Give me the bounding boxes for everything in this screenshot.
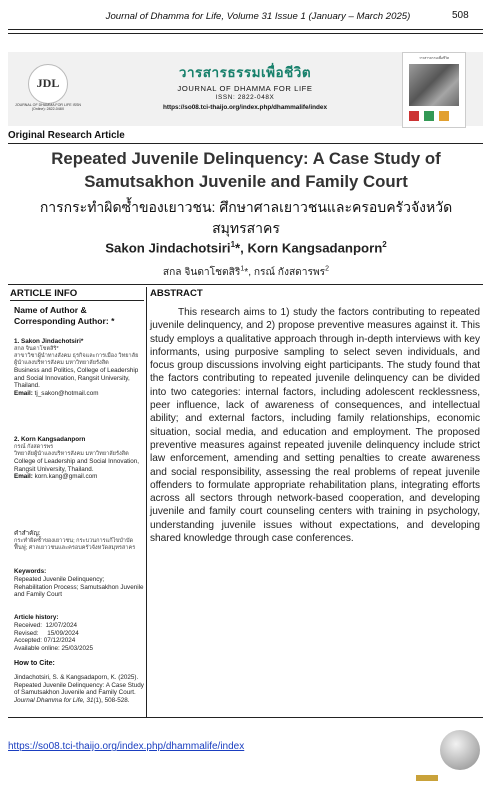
cover-image [409, 64, 459, 106]
article-info-rule [10, 300, 144, 301]
author-1-email[interactable]: tj_sakon@hotmail.com [34, 390, 99, 398]
journal-english-name: JOURNAL OF DHAMMA FOR LIFE [177, 84, 313, 93]
citation [14, 674, 144, 705]
column-divider [146, 287, 147, 717]
cover-logos [409, 111, 459, 121]
journal-thai-title: วารสารธรรมเพื่อชีวิต [178, 65, 312, 80]
author-1-block [14, 338, 144, 398]
author-2-sup: 2 [382, 240, 387, 249]
citation-end: (1), 508-528. [93, 697, 130, 705]
thai-keywords-block [14, 530, 144, 552]
journal-logo [28, 64, 68, 104]
author-2-label: 2. Korn Kangsadanporn [14, 436, 86, 443]
logo-text: JDL [36, 76, 60, 90]
citation-journal: Journal Dhamma for Life, 31 [14, 697, 94, 705]
author-1-affil: Business and Politics, College of Leadership and Social Innovation, Rangsit University, Thailand. [14, 366, 139, 390]
body-bottom-rule [8, 717, 483, 718]
footer-mark [416, 775, 438, 782]
citation-text: Jindachotsiri, S. & Kangsadaporn, K. (2025). Repeated Juvenile Delinquency: A Case Study of Samutsakhon Juvenile and Family Court. [14, 673, 144, 697]
revised-date: Revised: 15/09/2024 [14, 629, 79, 637]
title-rule [8, 143, 483, 144]
keywords-block [14, 568, 144, 599]
author-2-name: *, Korn Kangsadanporn [235, 240, 383, 256]
header-rule-2 [8, 33, 483, 34]
abstract-heading: ABSTRACT [150, 288, 203, 299]
accepted-date: Accepted: 07/12/2024 [14, 637, 76, 645]
abstract-text [150, 306, 480, 545]
keywords: Repeated Juvenile Delinquency; Rehabilitation Process; Samutsakhon Juvenile and Family Court [14, 575, 144, 599]
body-top-rule [8, 284, 483, 285]
author-1-thai-name: สกล จินดาโชตสิริ* [14, 345, 59, 352]
how-to-cite-block [14, 660, 144, 705]
how-to-cite-label: How to Cite: [14, 660, 55, 667]
author-2-email-line: Email: korn.kang@gmail.com [14, 473, 98, 481]
abstract-body: This research aims to 1) study the factors contributing to repeated juvenile delinquency, and 2) propose preventive measures against it. This study employs a qualitative approach through in-depth interviews with key informants, using purposive sampling to select seven individuals, and focus group discussions involving eight participants. The study found that the factors contributing to repeated juvenile delinquency can be divided into two categories: internal factors, including adolescent recklessness, peer influence, lack of awareness of consequences, and intellectual ability; and external factors, including family relationships, economic situation, social media, and education and employment. The proposed preventive measures against repeated juvenile delinquency include strict law enforcement, amending and setting penalties to create awareness and social responsibility, assessing the real problems of repeat juvenile offenders to formulate appropriate rehabilitation plans, integrating efforts across all sectors through network-based cooperation, and developing juvenile and family court counseling centers with training in psychology, understanding juvenile issues without expectations, and developing shared knowledge through case conferences. [150, 307, 480, 545]
article-history-block [14, 614, 144, 653]
article-info-heading: ARTICLE INFO [10, 288, 78, 299]
running-header: Journal of Dhamma for Life, Volume 31 Issue 1 (January – March 2025) [105, 11, 411, 22]
article-type: Original Research Article [8, 130, 125, 141]
publisher-logo-icon [416, 775, 438, 781]
page-number: 508 [452, 10, 469, 21]
logo-caption: JOURNAL OF DHAMMA FOR LIFE ISSN (Online): 2822-048X [15, 103, 81, 112]
thai-keywords: กระทำผิดซ้ำของเยาวชน; กระบวนการแก้ไขบำบัดฟื้นฟู; ศาลเยาวชนและครอบครัวจังหวัดสมุทรสาคร [14, 537, 136, 551]
header-rule [8, 29, 483, 30]
author-1-thai-affil: สาขาวิชาผู้นำทางสังคม ธุรกิจและการเมือง วิทยาลัยผู้นำแลงบริหารสังคม มหาวิทยาลัยรังสิต [14, 352, 139, 366]
author-1-name-thai: สกล จินดาโชตสิริ [162, 267, 241, 278]
author-2-thai-name: กรณ์ กังสดารพร [14, 443, 54, 450]
author-2-affil: College of Leadership and Social Innovation, Rangsit University, Thailand. [14, 457, 139, 473]
author-2-block [14, 436, 144, 481]
author-2-name-thai: *, กรณ์ กังสดารพร [244, 267, 326, 278]
author-names [20, 240, 472, 255]
journal-seal [440, 730, 480, 770]
author-1-email-line: Email: tj_sakon@hotmail.com [14, 390, 99, 398]
footer-link[interactable]: https://so08.tci-thaijo.org/index.php/dhammalife/index [8, 741, 245, 752]
author-1-name: Sakon Jindachotsiri [105, 240, 231, 256]
journal-issn: ISSN: 2822-048X [215, 94, 275, 101]
author-2-sup-thai: 2 [325, 265, 330, 273]
author-2-thai-affil: วิทยาลัยผู้นำแลงบริหารสังคม มหาวิทยาลัยรังสิต [14, 450, 129, 457]
author-1-sup: 1 [230, 240, 236, 249]
online-date: Available online: 25/03/2025 [14, 645, 94, 653]
cover-title: วารสารธรรมเพื่อชีวิต [418, 56, 450, 60]
article-title: Repeated Juvenile Delinquency: A Case Study of Samutsakhon Juvenile and Family Court [51, 149, 441, 191]
thai-keywords-label: คำสำคัญ: [14, 530, 41, 537]
journal-url[interactable]: https://so08.tci-thaijo.org/index.php/dhammalife/index [162, 104, 328, 111]
keywords-label: Keywords: [14, 568, 47, 575]
corresponding-author-heading: Name of Author & Corresponding Author: * [14, 305, 115, 326]
author-2-email[interactable]: korn.kang@gmail.com [34, 473, 98, 481]
received-date: Received: 12/07/2024 [14, 621, 78, 629]
article-history-label: Article history: [14, 614, 59, 621]
author-1-sup-thai: 1 [240, 265, 245, 273]
author-1-label: 1. Sakon Jindachotsiri* [14, 338, 84, 345]
journal-cover [402, 52, 466, 128]
author-names-thai [20, 264, 472, 280]
article-title-thai: การกระทำผิดซ้ำของเยาวชน: ศึกษาศาลเยาวชนและครอบครัวจังหวัดสมุทรสาคร [39, 199, 453, 236]
